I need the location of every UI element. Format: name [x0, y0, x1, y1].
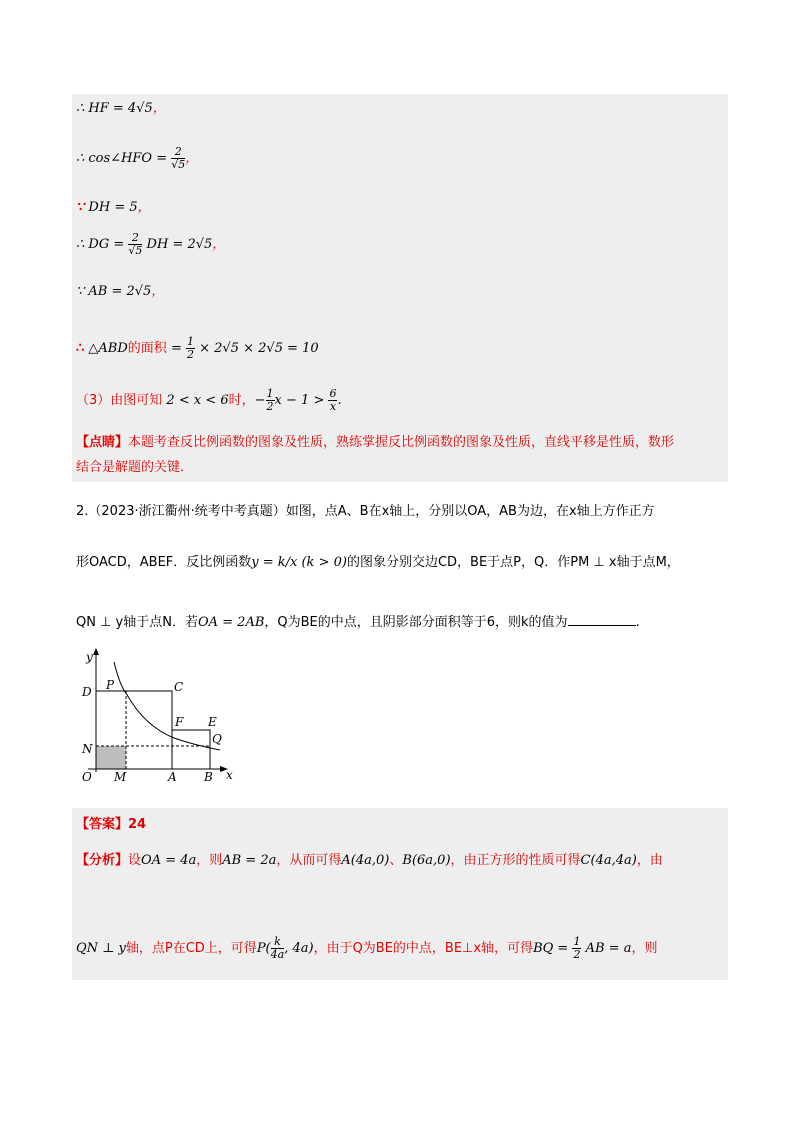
solution-line-5 [76, 283, 164, 301]
solution-line-6 [76, 336, 319, 361]
answer-label: 【答案】 [76, 817, 129, 832]
answer-line [76, 816, 146, 834]
denominator: 2 [266, 400, 274, 413]
function-expr: y = k/x (k > 0) [251, 555, 347, 570]
math-p-close: , 4a) [284, 941, 314, 956]
text: ，由 [636, 853, 663, 868]
part3-label: （3）由图可知 [76, 393, 163, 408]
comma: ， [137, 200, 151, 215]
text: ，则 [631, 941, 658, 956]
label-m: M [114, 770, 127, 784]
dianjing-line-2 [76, 459, 184, 477]
fraction-1-2 [186, 336, 195, 361]
numerator: 1 [573, 935, 581, 948]
analysis-line-1 [76, 852, 663, 870]
math-bq: BQ = [533, 941, 569, 956]
hf-equation: ∴ HF = 4√5 [76, 101, 153, 116]
fraction-2-sqrt5 [171, 146, 185, 171]
solution-line-1 [76, 100, 166, 118]
solution-line-7 [76, 388, 342, 413]
shaded-rectangle [96, 746, 126, 769]
dianjing-line-1 [76, 434, 674, 452]
label-c: C [174, 680, 184, 694]
square-abef [172, 730, 210, 769]
denominator: 2 [573, 948, 581, 961]
dg-suffix: DH = 2√5 [146, 237, 213, 252]
text: ，则 [196, 853, 223, 868]
math-point-c: C(4a,4a) [580, 853, 637, 868]
problem-text-2a: 形OACD，ABEF．反比例函数 [76, 555, 252, 570]
numerator: 2 [171, 146, 185, 159]
ab-equation: ∵ AB = 2√5 [76, 284, 152, 299]
fraction-2-sqrt5 [128, 232, 142, 257]
problem-text-3b: ，Q为BE的中点，且阴影部分面积等于6，则k的值为 [264, 615, 568, 630]
label-e: E [208, 715, 217, 729]
answer-value: 24 [128, 817, 147, 832]
denominator: √5 [128, 244, 143, 257]
label-n: N [82, 742, 93, 756]
fraction-k-4a [271, 936, 285, 961]
problem-line-3 [76, 613, 640, 632]
comma: ， [151, 284, 165, 299]
period: . [635, 615, 640, 630]
minus: − [254, 393, 266, 408]
label-f: F [175, 715, 184, 729]
because-symbol: ∵ [76, 200, 85, 215]
denominator: 4a [270, 948, 285, 961]
range-expr: 2 < x < 6 [166, 393, 229, 408]
comma: ， [152, 101, 166, 116]
numerator: 2 [128, 232, 142, 245]
problem-line-1 [76, 503, 655, 521]
denominator: √5 [171, 158, 186, 171]
text: ，由于Q为BE的中点，BE⊥x轴，可得 [313, 941, 534, 956]
y-axis-arrow [93, 648, 99, 655]
area-text: 的面积 [127, 341, 167, 356]
problem-text-3a: QN ⊥ y轴于点N．若 [76, 615, 198, 630]
answer-blank [568, 613, 636, 626]
denominator: 2 [187, 348, 194, 361]
equals: = [170, 341, 182, 356]
math-point-a: A(4a,0) [341, 853, 390, 868]
triangle-abd: △ABD [88, 341, 128, 356]
hyperbola-curve [114, 662, 220, 750]
numerator: 1 [266, 387, 274, 400]
math-qn-perp: QN ⊥ y [76, 941, 126, 956]
dianjing-label: 【点睛】 [76, 435, 129, 450]
math-point-b: B(6a,0) [402, 853, 451, 868]
inequality-mid: x − 1 > [274, 393, 325, 408]
dh-equation: DH = 5 [88, 200, 138, 215]
when-text: 时， [228, 393, 255, 408]
problem-line-2 [76, 554, 680, 572]
fraction-1-2 [572, 936, 581, 961]
math-p-open: P( [256, 941, 271, 956]
dianjing-text-2: 结合是解题的关键. [76, 460, 185, 475]
geometry-figure [74, 646, 234, 786]
denominator: x [329, 400, 337, 413]
cos-prefix: ∴ cos∠HFO = [76, 151, 168, 166]
math-ab-a: AB = a [585, 941, 632, 956]
problem-text-1: 2.（2023·浙江衢州·统考中考真题）如图，点A、B在x轴上，分别以OA，AB为边，在x轴上方作正方 [76, 504, 655, 519]
comma: ， [212, 237, 226, 252]
area-calc: × 2√5 × 2√5 = 10 [199, 341, 319, 356]
fraction-1-2 [266, 388, 275, 413]
label-x: x [226, 768, 233, 782]
math-oa: OA = 4a [141, 853, 197, 868]
text: 、 [389, 853, 403, 868]
label-q: Q [212, 732, 222, 746]
math-ab: AB = 2a [222, 853, 277, 868]
numerator: 6 [329, 387, 337, 400]
text: ，从而可得 [276, 853, 342, 868]
condition-expr: OA = 2AB [197, 615, 265, 630]
text: 设 [128, 853, 142, 868]
therefore-symbol: ∴ [76, 341, 85, 356]
label-a: A [168, 770, 177, 784]
problem-text-2b: 的图象分别交边CD，BE于点P，Q．作PM ⊥ x轴于点M， [346, 555, 680, 570]
analysis-line-2 [76, 936, 657, 961]
label-b: B [204, 770, 213, 784]
solution-line-4 [76, 232, 225, 257]
text: ，由正方形的性质可得 [450, 853, 581, 868]
label-y: y [86, 650, 93, 664]
period: . [337, 393, 342, 408]
dianjing-text: 本题考查反比例函数的图象及性质，熟练掌握反比例函数的图象及性质，直线平移是性质，数形 [128, 435, 675, 450]
label-o: O [82, 770, 92, 784]
solution-line-2 [76, 146, 198, 171]
dg-prefix: ∴ DG = [76, 237, 125, 252]
numerator: k [271, 936, 285, 949]
comma: ， [185, 151, 199, 166]
solution-line-3 [76, 199, 151, 217]
label-d: D [82, 685, 92, 699]
numerator: 1 [187, 335, 194, 348]
text: 轴，点P在CD上，可得 [125, 941, 257, 956]
analysis-label: 【分析】 [76, 853, 129, 868]
label-p: P [106, 678, 115, 692]
